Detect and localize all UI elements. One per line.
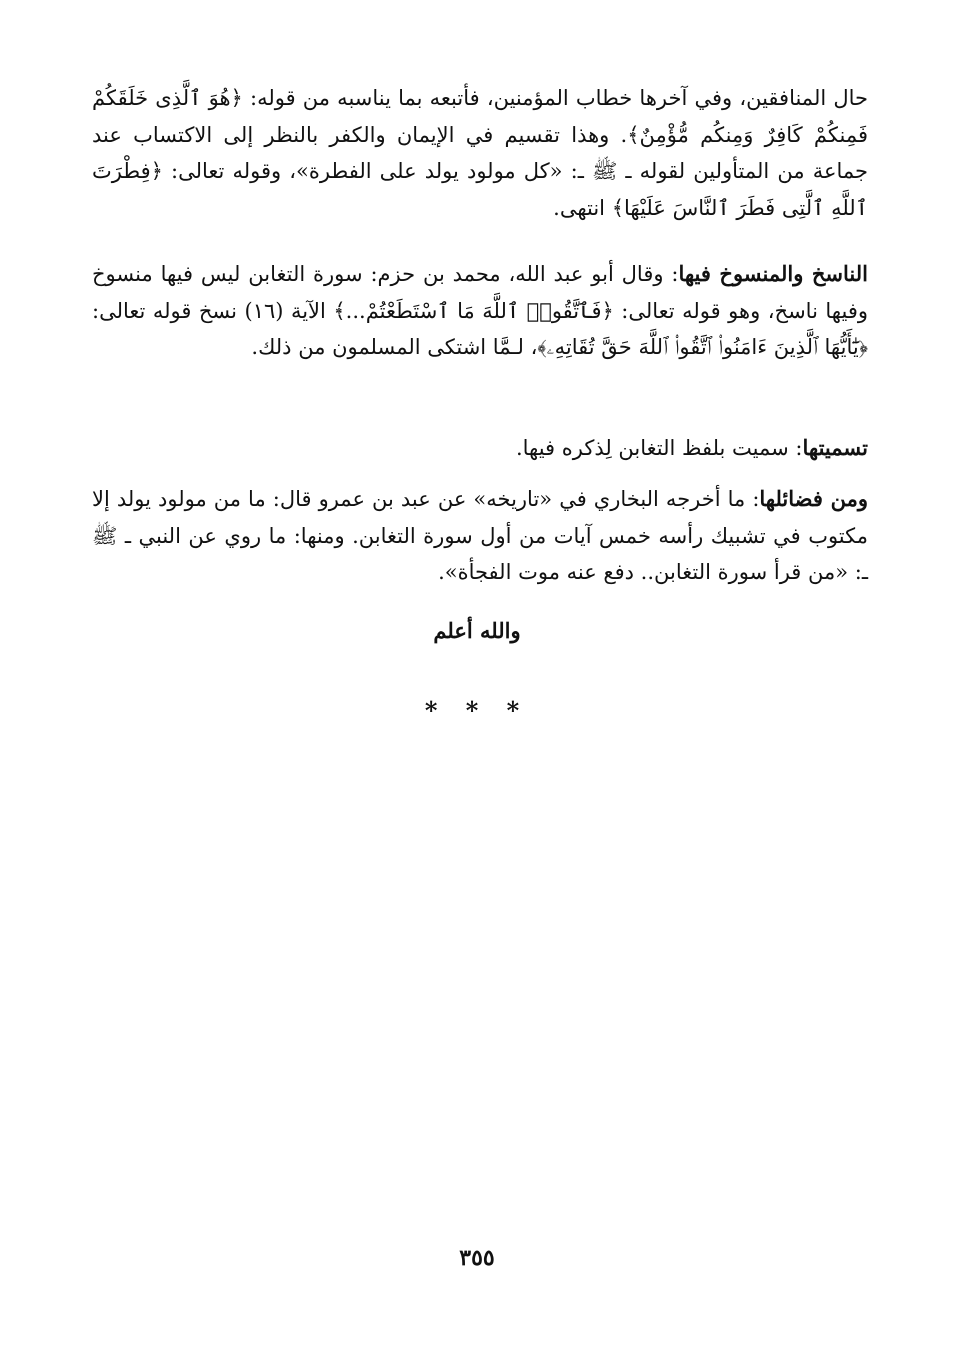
closing-phrase: والله أعلم — [433, 618, 521, 643]
quran-quote-4: ﴿يَٰٓأَيُّهَا ٱلَّذِينَ ءَامَنُوا۟ ٱتَّقُوا۟ ٱللَّهَ حَقَّ تُقَاتِهِۦ﴾ — [537, 335, 868, 359]
paragraph-intro — [92, 80, 868, 226]
virtues-heading: ومن فضائلها — [759, 486, 868, 511]
intro-text-a: حال المنافقين، وفي آخرها خطاب المؤمنين، فأتبعه بما يناسبه من قوله: — [242, 86, 868, 110]
paragraph-virtues — [92, 481, 868, 591]
quran-quote-3: ﴿فَٱتَّقُوا۟ ٱللَّهَ مَا ٱسْتَطَعْتُمْ...﴾ — [333, 298, 614, 323]
intro-text-b: . وهذا تقسيم في الإيمان والكفر بالنظر إلى الاكتساب عند جماعة من المتأولين لقوله ـ ﷺ ـ: «كل مولود يولد على الفطرة»، وقوله تعالى: — [92, 122, 868, 183]
section-separator: * * * — [424, 696, 530, 725]
abrogation-text-b: الآية (١٦) نسخ قوله تعالى: — [92, 298, 334, 323]
naming-text: : سميت بلفظ التغابن لِذكره فيها. — [515, 436, 803, 460]
virtues-text: : ما أخرجه البخاري في «تاريخه» عن عبد بن عمرو قال: ما من مولود يولد إلا مكتوب في تشبيك رأسه خمس آيات من أول سورة التغابن. ومنها: ما روي عن النبي ـ ﷺ ـ: «من قرأ سورة التغابن.. دفع عنه موت الفجأة». — [92, 487, 868, 584]
page-number: ٣٥٥ — [459, 1245, 495, 1271]
quran-quote-1: ﴿هُوَ ٱلَّذِى خَلَقَكُمْ فَمِنكُمْ كَافِرٌ وَمِنكُم مُّؤْمِنٌ﴾ — [92, 86, 868, 147]
naming-heading: تسميتها — [802, 435, 868, 460]
abrogation-text-c: ، لـمَّا اشتكى المسلمون من ذلك. — [251, 335, 538, 359]
paragraph-naming — [92, 430, 868, 467]
quran-quote-2: ﴿فِطْرَتَ ٱللَّهِ ٱلَّتِى فَطَرَ ٱلنَّاسَ عَلَيْهَا﴾ — [92, 159, 868, 220]
paragraph-abrogation — [92, 256, 868, 366]
abrogation-text-a: : وقال أبو عبد الله، محمد بن حزم: سورة التغابن ليس فيها منسوخ وفيها ناسخ، وهو قوله تعالى: — [92, 262, 868, 323]
intro-text-c: انتهى. — [553, 195, 612, 220]
abrogation-heading: الناسخ والمنسوخ فيها — [678, 261, 868, 286]
